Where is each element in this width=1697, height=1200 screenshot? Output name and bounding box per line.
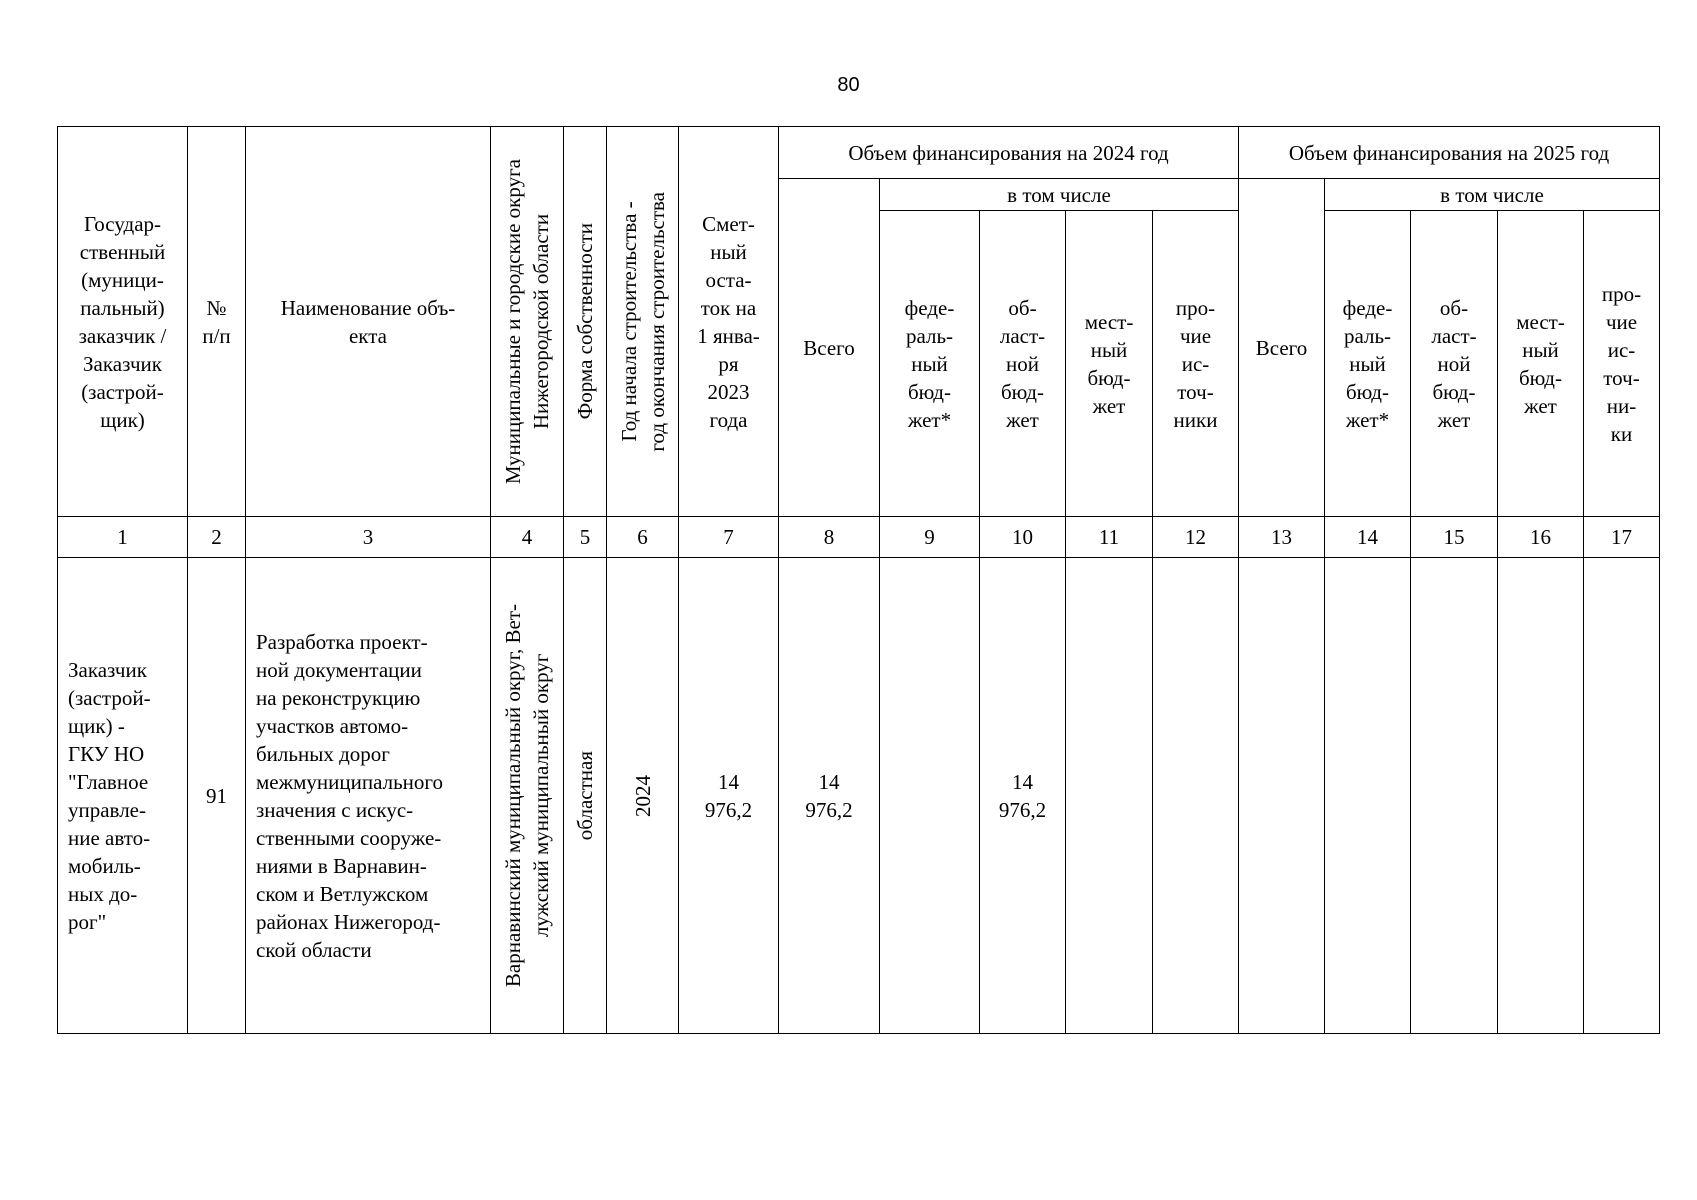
header-estimate: Смет- ный оста- ток на 1 янва- ря 2023 года [679,127,779,517]
row-years [607,558,679,1034]
column-number: 15 [1411,517,1498,558]
row-years-text: 2024 [630,774,655,817]
header-municipality [491,127,564,517]
row-estimate: 14 976,2 [679,558,779,1034]
column-number: 6 [607,517,679,558]
column-number: 3 [246,517,491,558]
row-num: 91 [188,558,246,1034]
column-number: 8 [779,517,880,558]
header-ownership-text: Форма собственности [573,223,597,420]
column-number: 10 [980,517,1066,558]
table-row [58,558,1660,1034]
header-fin-2024: Объем финансирования на 2024 год [779,127,1239,179]
row-other-2025 [1584,558,1660,1034]
column-number: 16 [1498,517,1584,558]
header-local-2024: мест- ный бюд- жет [1066,211,1153,517]
header-municipality-text: Муниципальные и городские округа Нижегородской области [501,158,553,485]
header-federal-2025: феде- раль- ный бюд- жет* [1325,211,1411,517]
header-ownership [564,127,607,517]
row-municipality-text: Варнавинский муниципальный округ, Вет- лужский муниципальный округ [501,603,553,988]
row-federal-2024 [880,558,980,1034]
column-number: 2 [188,517,246,558]
column-number: 14 [1325,517,1411,558]
header-other-2025: про- чие ис- точ- ни- ки [1584,211,1660,517]
row-other-2024 [1153,558,1239,1034]
header-row-1 [58,127,1660,179]
column-number: 13 [1239,517,1325,558]
row-local-2025 [1498,558,1584,1034]
header-fin-2025: Объем финансирования на 2025 год [1239,127,1660,179]
column-number: 12 [1153,517,1239,558]
header-customer: Государ- ственный (муници- пальный) заказчик / Заказчик (застрой- щик) [58,127,188,517]
header-num: № п/п [188,127,246,517]
header-years-text: Год начала строительства - год окончания строительства [616,191,669,452]
row-name: Разработка проект- ной документации на реконструкцию участков автомо- бильных дорог межмуниципального значения с искус- ственными сооруже- ниями в Варнавин- ском и Ветлужском районах Нижегород- ской области [246,558,491,1034]
header-regional-2025: об- ласт- ной бюд- жет [1411,211,1498,517]
row-regional-2024: 14 976,2 [980,558,1066,1034]
header-including-2024: в том числе [880,179,1239,211]
header-including-2025: в том числе [1325,179,1660,211]
column-number-row [58,517,1660,558]
row-federal-2025 [1325,558,1411,1034]
column-number: 7 [679,517,779,558]
column-number: 11 [1066,517,1153,558]
column-number: 4 [491,517,564,558]
header-other-2024: про- чие ис- точ- ники [1153,211,1239,517]
row-municipality [491,558,564,1034]
column-number: 5 [564,517,607,558]
header-years [607,127,679,517]
column-number: 9 [880,517,980,558]
header-total-2025: Всего [1239,179,1325,517]
column-number: 1 [58,517,188,558]
row-ownership [564,558,607,1034]
row-regional-2025 [1411,558,1498,1034]
header-name: Наименование объ- екта [246,127,491,517]
header-local-2025: мест- ный бюд- жет [1498,211,1584,517]
row-total-2024: 14 976,2 [779,558,880,1034]
header-regional-2024: об- ласт- ной бюд- жет [980,211,1066,517]
column-number: 17 [1584,517,1660,558]
header-federal-2024: феде- раль- ный бюд- жет* [880,211,980,517]
row-ownership-text: областная [573,750,597,841]
financing-table [57,126,1660,1034]
row-local-2024 [1066,558,1153,1034]
row-customer: Заказчик (застрой- щик) - ГКУ НО "Главное управле- ние авто- мобиль- ных до- рог" [58,558,188,1034]
row-total-2025 [1239,558,1325,1034]
header-total-2024: Всего [779,179,880,517]
page-number: 80 [837,74,860,96]
